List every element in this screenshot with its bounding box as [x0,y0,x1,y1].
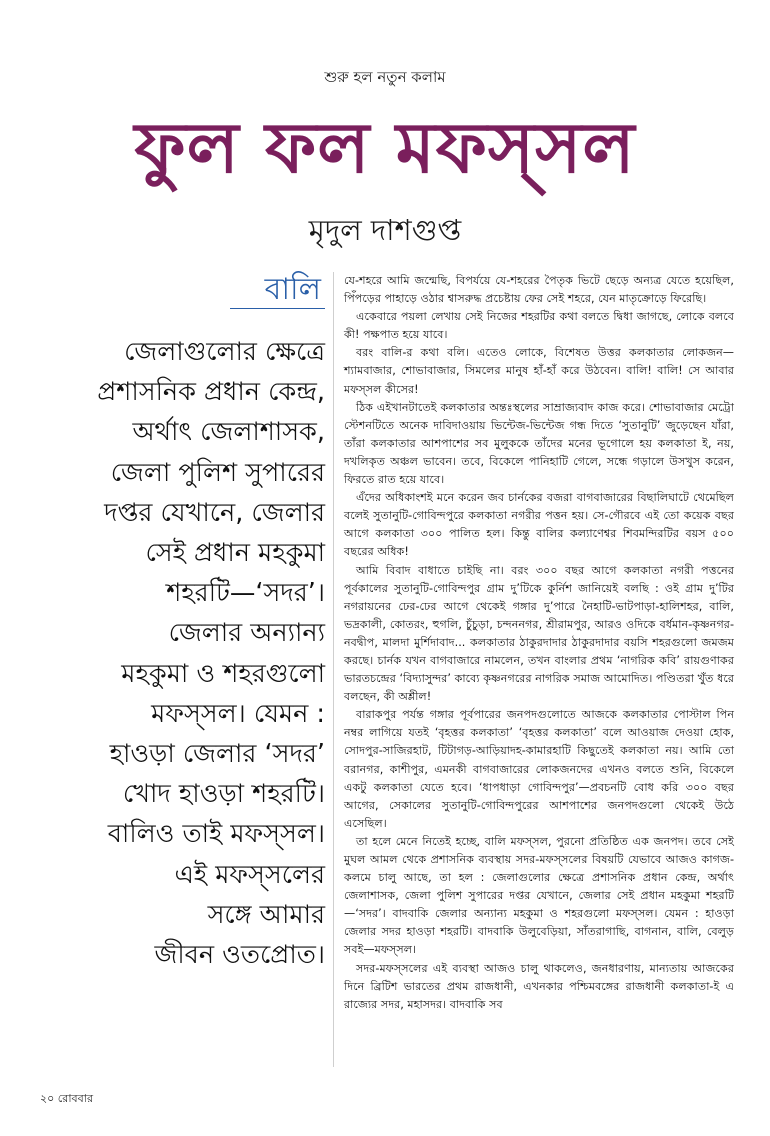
author-byline: মৃদুল দাশগুপ্ত [308,213,462,247]
sidebar-column [40,270,325,975]
body-paragraph: তা হলে মেনে নিতেই হচ্ছে, বালি মফস্‌সল, পুরনো প্রতিষ্ঠিত এক জনপদ। তবে সেই মুঘল আমল থেকে প্রশাসনিক ব্যবস্থায় সদর-মফস্‌সলের বিষয়টি যেভাবে আজও কাগজ-কলমে চালু আছে, তা হল : জেলাগুলোর ক্ষেত্রে প্রশাসনিক প্রধান কেন্দ্র, অর্থাৎ জেলাশাসক, জেলা পুলিশ সুপারের দপ্তর যেখানে, জেলার সেই প্রধান মহকুমা শহরটি—‘সদর’। বাদবাকি জেলার অন্যান্য মহকুমা ও শহরগুলো মফস্‌সল। যেমন : হাওড়া জেলার সদর হাওড়া শহরটি। বাদবাকি উলুবেড়িয়া, সাঁতরাগাছি, বাগনান, বালি, বেলুড় সবই—মফস্‌সল। [344,834,734,957]
pull-quote-line: জেলার অন্যান্য [168,618,325,649]
article-body [344,272,734,1014]
column-divider [333,272,334,1067]
pull-quote-line: জেলাগুলোর ক্ষেত্রে [124,337,325,367]
pull-quote-line: দপ্তর যেখানে, জেলার [104,497,325,528]
headline: ফুল ফল মফস্‌সল [134,107,636,189]
section-label-rule [230,308,325,309]
pull-quote-line: বালিও তাই মফস্‌সল। [107,819,325,850]
pull-quote-line: মহকুমা ও শহরগুলো [121,658,325,689]
pull-quote-line: অর্থাৎ জেলাশাসক, [132,417,325,448]
body-paragraph: সদর-মফস্‌সলের এই ব্যবস্থা আজও চালু থাকলেও, জনধারণায়, মান্যতায় আজকের দিনে ব্রিটিশ ভারতের প্রথম রাজধানী, এখনকার পশ্চিমবঙ্গের রাজধানী কলকাতা-ই এ রাজ্যের সদর, মহাসদর। বাদবাকি সব [344,961,734,1011]
pull-quote-line: জেলা পুলিশ সুপারের [110,457,325,488]
pull-quote-line: শহরটি—‘সদর’। [166,578,325,609]
pull-quote-line: সঙ্গে আমার [207,899,325,930]
pull-quote [40,332,325,975]
body-paragraph: একেবারে পয়লা লেখায় সেই নিজের শহরটির কথা বলতে দ্বিধা জাগছে, লোকে বলবে কী! পক্ষপাত হয়ে যাবে। [344,310,734,342]
body-paragraph: বারাকপুর পর্যন্ত গঙ্গার পূর্বপারের জনপদগুলোতে আজকে কলকাতার পোস্টাল পিন নম্বর লাগিয়ে যতই ‘বৃহত্তর কলকাতা’ ‘বৃহত্তর কলকাতা’ বলে আওয়াজ দেওয়া হোক, সোদপুর-সাজিরহাট, টিটাগড়-আড়িয়াদহ-কামারহাটি কিছুতেই কলকাতা নয়। আমি তো বরানগর, কাশীপুর, এমনকী বাগবাজারের লোকজনদের এখনও বলতে শুনি, বিকেলে একটু কলকাতা যেতে হবে। ‘ধাপধাড়া গোবিন্দপুর’—প্রবচনটি বোধ করি ৩০০ বছর আগের, সেকালের সুতানুটি-গোবিন্দপুরের আশপাশের জনপদগুলো থেকেই উঠে এসেছিল। [344,708,734,830]
pull-quote-line: মফস্‌সল। যেমন : [151,698,325,729]
pull-quote-line: হাওড়া জেলার ‘সদর’ [109,739,325,770]
pull-quote-line: এই মফস্‌সলের [174,859,325,890]
pull-quote-line: সেই প্রধান মহকুমা [145,538,325,569]
body-paragraph: যে-শহরে আমি জন্মেছি, বিপর্যয়ে যে-শহরের পৈতৃক ভিটে ছেড়ে অন্যত্র যেতে হয়েছিল, পিঁপড়ের পাহাড়ে ওঠার শ্বাসরুদ্ধ প্রচেষ্টায় ফের সেই শহরে, যেন মাতৃক্রোড়ে ফিরেছি। [344,274,734,306]
body-paragraph: বরং বালি-র কথা বলি। এতেও লোকে, বিশেষত উত্তর কলকাতার লোকজন—শ্যামবাজার, শোভাবাজার, সিমলের মানুষ হাঁ-হাঁ করে উঠবেন। বালি! বালি! সে আবার মফস্‌সল কীসের! [344,346,734,396]
page-folio: ২০ রোববার [40,1092,93,1105]
pull-quote-line: জীবন ওতপ্রোত। [154,940,325,971]
pull-quote-line: প্রশাসনিক প্রধান কেন্দ্র, [97,377,325,408]
body-paragraph: আমি বিবাদ বাধাতে চাইছি না। বরং ৩০০ বছর আগে কলকাতা নগরী পত্তনের পূর্বকালের সুতানুটি-গোবিন্দপুর গ্রাম দু’টিকে কুর্নিশ জানিয়েই বলছি : ওই গ্রাম দু’টির নগরায়নের ঢের-ঢের আগে থেকেই গঙ্গার দু’পারে নৈহাটি-ভাটপাড়া-হালিশহর, বালি, ভদ্রকালী, কোতরং, হুগলি, চুঁচুড়া, চন্দননগর, শ্রীরামপুর, আরও ওদিকে বর্ধমান-কৃষ্ণনগর-নবদ্বীপ, মালদা মুর্শিদাবাদ... কলকাতার ঠাকুরদাদার ঠাকুরদাদার বয়সি শহরগুলো জমজম করছে। চার্নক যখন বাগবাজারে নামলেন, তখন বাংলার প্রথম ‘নাগরিক কবি’ রায়গুণাকর ভারতচন্দ্রের ‘বিদ্যাসুন্দর’ কাব্যে কৃষ্ণনগরের নাগরিক সমাজ আমোদিত। পণ্ডিতরা খুঁত ধরে বলছেন, কী অশ্লীল! [344,563,734,704]
body-paragraph: ঠিক এইখানটাতেই কলকাতার অন্তঃস্থলের সাম্রাজ্যবাদ কাজ করে। শোভাবাজার মেট্রো স্টেশনটিতে অনেক দাবিদাওয়ায় ভিন্টেজ-ভিন্টেজ গন্ধ দিতে ‘সুতানুটি’ জুড়েছেন যাঁরা, তাঁরা কলকাতার আশপাশের সব মুলুককে তাঁদের মনের ভূগোলে হয় কলকাতা ই, নয়, দখলিকৃত অঞ্চল ভাবেন। তবে, বিকেলে পানিহাটি গেলে, সন্ধে গড়ালে উসখুস করেন, ফিরতে রাত হয়ে যাবে। [344,400,734,487]
section-label: বালি [264,272,321,307]
pull-quote-line: খোদ হাওড়া শহরটি। [122,779,325,810]
column-kicker: শুরু হল নতুন কলাম [324,68,446,86]
body-paragraph: এঁদের অধিকাংশই মনে করেন জব চার্নকের বজরা বাগবাজারের বিছালিঘাটে থেমেছিল বলেই সুতানুটি-গোবিন্দপুরে কলকাতা নগরীর পত্তন হয়। সে-গৌরবে এই তো কয়েক বছর আগে কলকাতা ৩০০ পালিত হল। কিন্তু বালির কল্যাণেশ্বর শিবমন্দিরটির বয়স ৫০০ বছরের অধিক! [344,491,734,559]
